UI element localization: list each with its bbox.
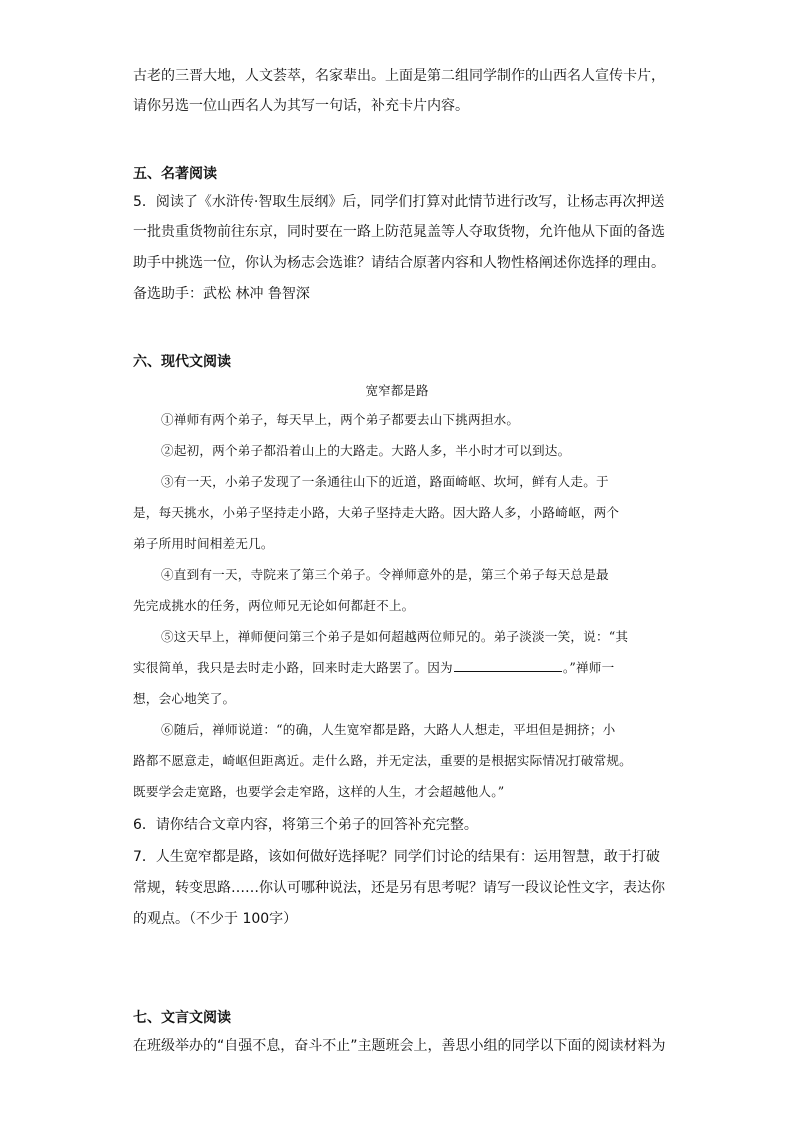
paragraph-4-line-2: 先完成挑水的任务，两位师兄无论如何都赶不上。	[133, 598, 415, 613]
intro-line-2: 请你另选一位山西名人为其写一句话，补充卡片内容。	[133, 98, 469, 114]
answer-blank[interactable]	[454, 659, 562, 672]
intro-line-1: 古老的三晋大地，人文荟萃，名家辈出。上面是第二组同学制作的山西名人宣传卡片，	[133, 68, 665, 84]
question-5-line-1: 5．阅读了《水浒传·智取生辰纲》后，同学们打算对此情节进行改写，让杨志再次押送	[133, 194, 665, 210]
article-title: 宽窄都是路	[365, 383, 429, 398]
paragraph-5-line-3: 想，会心地笑了。	[133, 691, 236, 706]
question-7-line-3: 的观点。（不少于 100字）	[133, 911, 298, 927]
section-5-heading: 五、名著阅读	[133, 166, 217, 182]
paragraph-3-line-3: 弟子所用时间相差无几。	[133, 536, 274, 551]
paragraph-1: ①禅师有两个弟子，每天早上，两个弟子都要去山下挑两担水。	[161, 412, 520, 427]
paragraph-6-line-2: 路都不愿意走，崎岖但距离近。走什么路，并无定法，重要的是根据实际情况打破常规。	[133, 753, 632, 768]
paragraph-3-line-1: ③有一天，小弟子发现了一条通往山下的近道，路面崎岖、坎坷，鲜有人走。于	[161, 474, 609, 489]
paragraph-5-line-2	[133, 658, 614, 678]
question-5-line-2: 一批贵重货物前往东京，同时要在一路上防范晁盖等人夺取货物，允许他从下面的备选	[133, 224, 665, 240]
paragraph-6-line-1: ⑥随后，禅师说道：“的确，人生宽窄都是路，大路人人想走，平坦但是拥挤；小	[161, 722, 616, 737]
paragraph-5-line-2-end: 。”禅师一	[562, 660, 615, 675]
paragraph-6-line-3: 既要学会走宽路，也要学会走窄路，这样的人生，才会超越他人。”	[133, 784, 505, 799]
paragraph-2: ②起初，两个弟子都沿着山上的大路走。大路人多，半小时才可以到达。	[161, 443, 571, 458]
question-6: 6．请你结合文章内容，将第三个弟子的回答补充完整。	[133, 817, 478, 833]
paragraph-4-line-1: ④直到有一天，寺院来了第三个弟子。令禅师意外的是，第三个弟子每天总是最	[161, 567, 609, 582]
section-7-line-1: 在班级举办的“自强不息，奋斗不止”主题班会上，善思小组的同学以下面的阅读材料为	[133, 1038, 666, 1054]
question-7-line-2: 常规，转变思路……你认可哪种说法，还是另有思考呢？请写一段议论性文字，表达你	[133, 880, 665, 896]
section-7-heading: 七、文言文阅读	[133, 1010, 231, 1026]
paragraph-5-line-1: ⑤这天早上，禅师便问第三个弟子是如何超越两位师兄的。弟子淡淡一笑，说：“其	[161, 629, 629, 644]
question-7-line-1: 7．人生宽窄都是路，该如何做好选择呢？同学们讨论的结果有：运用智慧，敢于打破	[133, 849, 660, 865]
paragraph-5-line-2-start: 实很简单，我只是去时走小路，回来时走大路罢了。因为	[133, 660, 453, 675]
question-5-line-4: 备选助手：武松 林冲 鲁智深	[133, 286, 310, 302]
paragraph-3-line-2: 是，每天挑水，小弟子坚持走小路，大弟子坚持走大路。因大路人多，小路崎岖，两个	[133, 505, 620, 520]
question-5-line-3: 助手中挑选一位，你认为杨志会选谁？请结合原著内容和人物性格阐述你选择的理由。	[133, 255, 665, 271]
section-6-heading: 六、现代文阅读	[133, 354, 231, 370]
